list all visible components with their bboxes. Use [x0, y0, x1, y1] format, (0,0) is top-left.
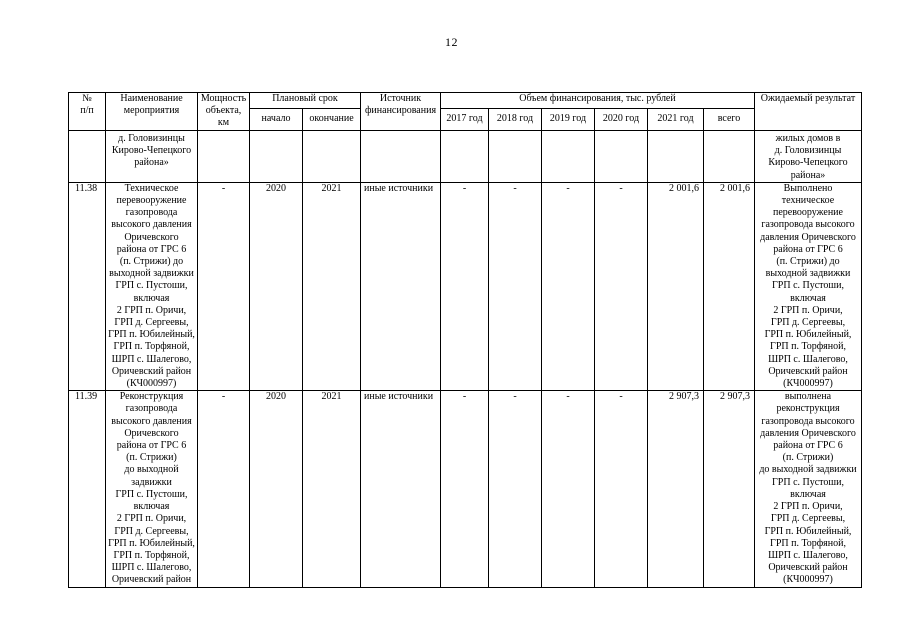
cell-result: выполнена реконструкция газопровода высокого давления Оричевского района от ГРС 6 (п. Стрижи) до выходной задвижки ГРП с. Пустоши, включая 2 ГРП п. Оричи, ГРП д. Сергеевы, ГРП п. Юбилейный, ГРП п. Торфяной, ШРП с. Шалегово, Оричевский район (КЧ000997) — [755, 391, 862, 587]
header-year-2021: 2021 год — [648, 109, 704, 131]
cell-source: иные источники — [361, 391, 441, 587]
header-capacity: Мощность объекта, км — [198, 93, 250, 131]
table-row — [69, 182, 862, 390]
table-row — [69, 131, 862, 183]
header-year-2020: 2020 год — [595, 109, 648, 131]
cell-start: 2020 — [250, 182, 303, 390]
header-funding: Объем финансирования, тыс. рублей — [441, 93, 755, 109]
cell-2017: - — [441, 391, 489, 587]
cell-2019 — [542, 131, 595, 183]
header-year-2018: 2018 год — [489, 109, 542, 131]
header-total: всего — [704, 109, 755, 131]
table-row — [69, 391, 862, 587]
cell-result: Выполнено техническое перевооружение газопровода высокого давления Оричевского района от ГРС 6 (п. Стрижи) до выходной задвижки ГРП с. Пустоши, включая 2 ГРП п. Оричи, ГРП д. Сергеевы, ГРП п. Юбилейный, ГРП п. Торфяной, ШРП с. Шалегово, Оричевский район (КЧ000997) — [755, 182, 862, 390]
cell-end: 2021 — [303, 182, 361, 390]
header-row-1 — [69, 93, 862, 109]
header-source: Источник финансирования — [361, 93, 441, 131]
cell-total: 2 907,3 — [704, 391, 755, 587]
cell-2021 — [648, 131, 704, 183]
cell-2017: - — [441, 182, 489, 390]
cell-capacity: - — [198, 182, 250, 390]
cell-2018: - — [489, 182, 542, 390]
cell-total: 2 001,6 — [704, 182, 755, 390]
cell-name: д. Головизинцы Кирово-Чепецкого района» — [106, 131, 198, 183]
header-num: № п/п — [69, 93, 106, 131]
header-result: Ожидаемый результат — [755, 93, 862, 131]
cell-num — [69, 131, 106, 183]
cell-name: Реконструкция газопровода высокого давления Оричевского района от ГРС 6 (п. Стрижи) до выходной задвижки ГРП с. Пустоши, включая 2 ГРП п. Оричи, ГРП д. Сергеевы, ГРП п. Юбилейный, ГРП п. Торфяной, ШРП с. Шалегово, Оричевский район — [106, 391, 198, 587]
cell-end — [303, 131, 361, 183]
header-year-2017: 2017 год — [441, 109, 489, 131]
header-year-2019: 2019 год — [542, 109, 595, 131]
financing-table — [68, 92, 862, 588]
cell-2020: - — [595, 391, 648, 587]
header-end: окончание — [303, 109, 361, 131]
header-start: начало — [250, 109, 303, 131]
cell-capacity: - — [198, 391, 250, 587]
header-name: Наименование мероприятия — [106, 93, 198, 131]
cell-start — [250, 131, 303, 183]
header-schedule: Плановый срок — [250, 93, 361, 109]
cell-2017 — [441, 131, 489, 183]
cell-2021: 2 001,6 — [648, 182, 704, 390]
cell-name: Техническое перевооружение газопровода высокого давления Оричевского района от ГРС 6 (п. Стрижи) до выходной задвижки ГРП с. Пустоши, включая 2 ГРП п. Оричи, ГРП д. Сергеевы, ГРП п. Юбилейный, ГРП п. Торфяной, ШРП с. Шалегово, Оричевский район (КЧ000997) — [106, 182, 198, 390]
cell-2018 — [489, 131, 542, 183]
page-number: 12 — [445, 35, 458, 49]
cell-result: жилых домов в д. Головизинцы Кирово-Чепецкого района» — [755, 131, 862, 183]
cell-total — [704, 131, 755, 183]
cell-2020: - — [595, 182, 648, 390]
cell-2021: 2 907,3 — [648, 391, 704, 587]
cell-2019: - — [542, 182, 595, 390]
cell-end: 2021 — [303, 391, 361, 587]
cell-start: 2020 — [250, 391, 303, 587]
cell-2019: - — [542, 391, 595, 587]
cell-capacity — [198, 131, 250, 183]
cell-2018: - — [489, 391, 542, 587]
cell-2020 — [595, 131, 648, 183]
cell-num: 11.39 — [69, 391, 106, 587]
cell-source — [361, 131, 441, 183]
cell-source: иные источники — [361, 182, 441, 390]
cell-num: 11.38 — [69, 182, 106, 390]
